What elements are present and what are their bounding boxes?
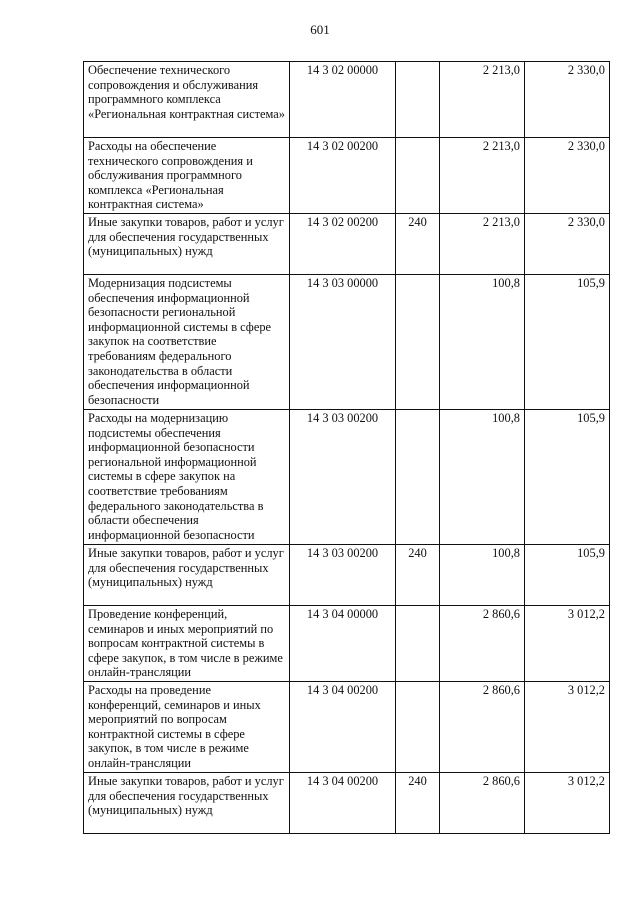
row-value-1: 100,8: [440, 410, 525, 545]
row-code: 14 3 04 00200: [290, 773, 396, 834]
row-name: Обеспечение технического сопровождения и обслуживания программного комплекса «Региональная контрактная система»: [84, 62, 290, 138]
row-name: Иные закупки товаров, работ и услуг для обеспечения государственных (муниципальных) нужд: [84, 545, 290, 606]
row-code: 14 3 02 00200: [290, 214, 396, 275]
row-expense-type: [396, 138, 440, 214]
row-name: Расходы на модернизацию подсистемы обеспечения информационной безопасности региональной информационной системы в сфере закупок на соответствие требованиям федерального законодательства в области обеспечения информационной безопасности: [84, 410, 290, 545]
table-row: [84, 138, 610, 214]
row-value-1: 2 860,6: [440, 682, 525, 773]
row-value-1: 2 213,0: [440, 214, 525, 275]
row-code: 14 3 04 00000: [290, 606, 396, 682]
row-expense-type: 240: [396, 214, 440, 275]
row-expense-type: [396, 682, 440, 773]
table-row: [84, 214, 610, 275]
row-name: Модернизация подсистемы обеспечения информационной безопасности региональной информационной системы в сфере закупок на соответствие требованиям федерального законодательства в области обеспечения информационной безопасности: [84, 275, 290, 410]
row-value-2: 3 012,2: [525, 773, 610, 834]
row-code: 14 3 03 00200: [290, 545, 396, 606]
row-code: 14 3 02 00200: [290, 138, 396, 214]
row-name: Иные закупки товаров, работ и услуг для обеспечения государственных (муниципальных) нужд: [84, 214, 290, 275]
row-value-1: 2 860,6: [440, 606, 525, 682]
row-value-1: 2 860,6: [440, 773, 525, 834]
budget-table: [83, 61, 610, 834]
row-value-2: 105,9: [525, 275, 610, 410]
row-code: 14 3 03 00200: [290, 410, 396, 545]
row-expense-type: [396, 62, 440, 138]
row-value-2: 3 012,2: [525, 682, 610, 773]
row-code: 14 3 02 00000: [290, 62, 396, 138]
row-name: Расходы на обеспечение технического сопровождения и обслуживания программного комплекса «Региональная контрактная система»: [84, 138, 290, 214]
row-expense-type: [396, 606, 440, 682]
table-row: [84, 682, 610, 773]
row-value-2: 3 012,2: [525, 606, 610, 682]
table-row: [84, 62, 610, 138]
table-row: [84, 773, 610, 834]
row-code: 14 3 04 00200: [290, 682, 396, 773]
row-expense-type: [396, 275, 440, 410]
row-name: Иные закупки товаров, работ и услуг для обеспечения государственных (муниципальных) нужд: [84, 773, 290, 834]
page-number: 601: [310, 22, 330, 37]
row-value-2: 2 330,0: [525, 214, 610, 275]
row-value-2: 2 330,0: [525, 138, 610, 214]
row-value-2: 105,9: [525, 545, 610, 606]
row-expense-type: [396, 410, 440, 545]
row-value-2: 2 330,0: [525, 62, 610, 138]
table-row: [84, 275, 610, 410]
row-value-1: 100,8: [440, 545, 525, 606]
row-expense-type: 240: [396, 545, 440, 606]
row-name: Расходы на проведение конференций, семинаров и иных мероприятий по вопросам контрактной системы в сфере закупок, в том числе в режиме онлайн-трансляции: [84, 682, 290, 773]
row-value-1: 2 213,0: [440, 138, 525, 214]
table-row: [84, 410, 610, 545]
row-expense-type: 240: [396, 773, 440, 834]
row-name: Проведение конференций, семинаров и иных мероприятий по вопросам контрактной системы в сфере закупок, в том числе в режиме онлайн-трансляции: [84, 606, 290, 682]
row-value-1: 100,8: [440, 275, 525, 410]
table-row: [84, 545, 610, 606]
row-code: 14 3 03 00000: [290, 275, 396, 410]
row-value-1: 2 213,0: [440, 62, 525, 138]
row-value-2: 105,9: [525, 410, 610, 545]
table-row: [84, 606, 610, 682]
